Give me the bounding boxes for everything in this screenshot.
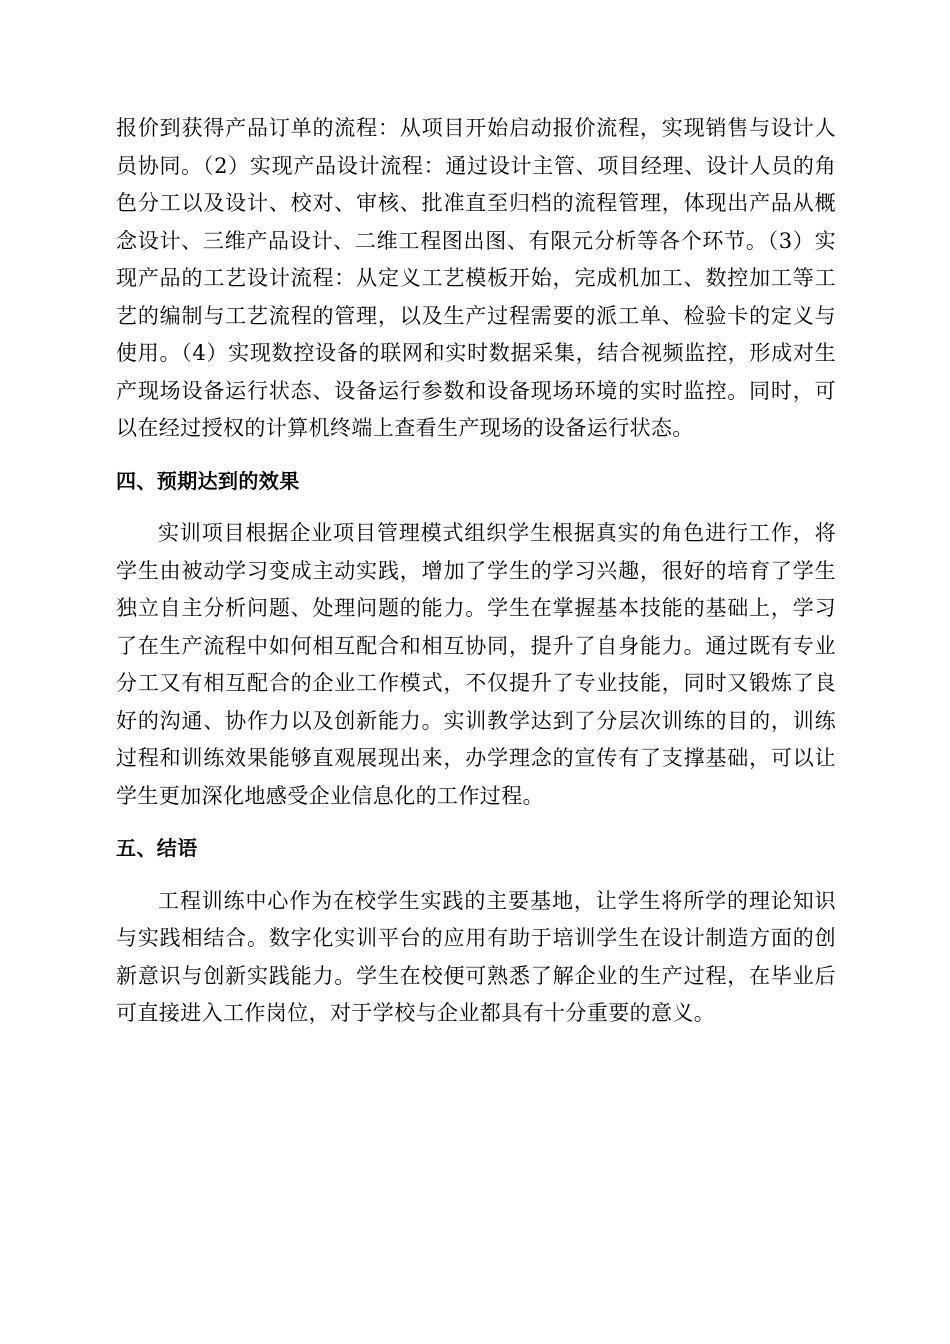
body-paragraph-expected-effects: 实训项目根据企业项目管理模式组织学生根据真实的角色进行工作，将学生由被动学习变成主动实践，增加了学生的学习兴趣，很好的培育了学生独立自主分析问题、处理问题的能力。学生在掌握基本技能的基础上，学习了在生产流程中如何相互配合和相互协同，提升了自身能力。通过既有专业分工又有相互配合的企业工作模式，不仅提升了专业技能，同时又锻炼了良好的沟通、协作力以及创新能力。实训教学达到了分层次训练的目的，训练过程和训练效果能够直观展现出来，办学理念的宣传有了支撑基础，可以让学生更加深化地感受企业信息化的工作过程。	[116, 521, 836, 808]
body-paragraph-continued: 报价到获得产品订单的流程：从项目开始启动报价流程，实现销售与设计人员协同。（2）实现产品设计流程：通过设计主管、项目经理、设计人员的角色分工以及设计、校对、审核、批准直至归档的流程管理，体现出产品从概念设计、三维产品设计、二维工程图出图、有限元分析等各个环节。（3）实现产品的工艺设计流程：从定义工艺模板开始，完成机加工、数控加工等工艺的编制与工艺流程的管理，以及生产过程需要的派工单、检验卡的定义与使用。（4）实现数控设备的联网和实时数据采集，结合视频监控，形成对生产现场设备运行状态、设备运行参数和设备现场环境的实时监控。同时，可以在经过授权的计算机终端上查看生产现场的设备运行状态。	[116, 116, 836, 440]
section-heading-expected-effects: 四、预期达到的效果	[116, 468, 300, 493]
section-heading-conclusion: 五、结语	[116, 836, 198, 860]
document-body	[116, 110, 836, 1033]
body-paragraph-conclusion: 工程训练中心作为在校学生实践的主要基地，让学生将所学的理论知识与实践相结合。数字化实训平台的应用有助于培训学生在设计制造方面的创新意识与创新实践能力。学生在校便可熟悉了解企业的生产过程，在毕业后可直接进入工作岗位，对于学校与企业都具有十分重要的意义。	[116, 888, 836, 1025]
